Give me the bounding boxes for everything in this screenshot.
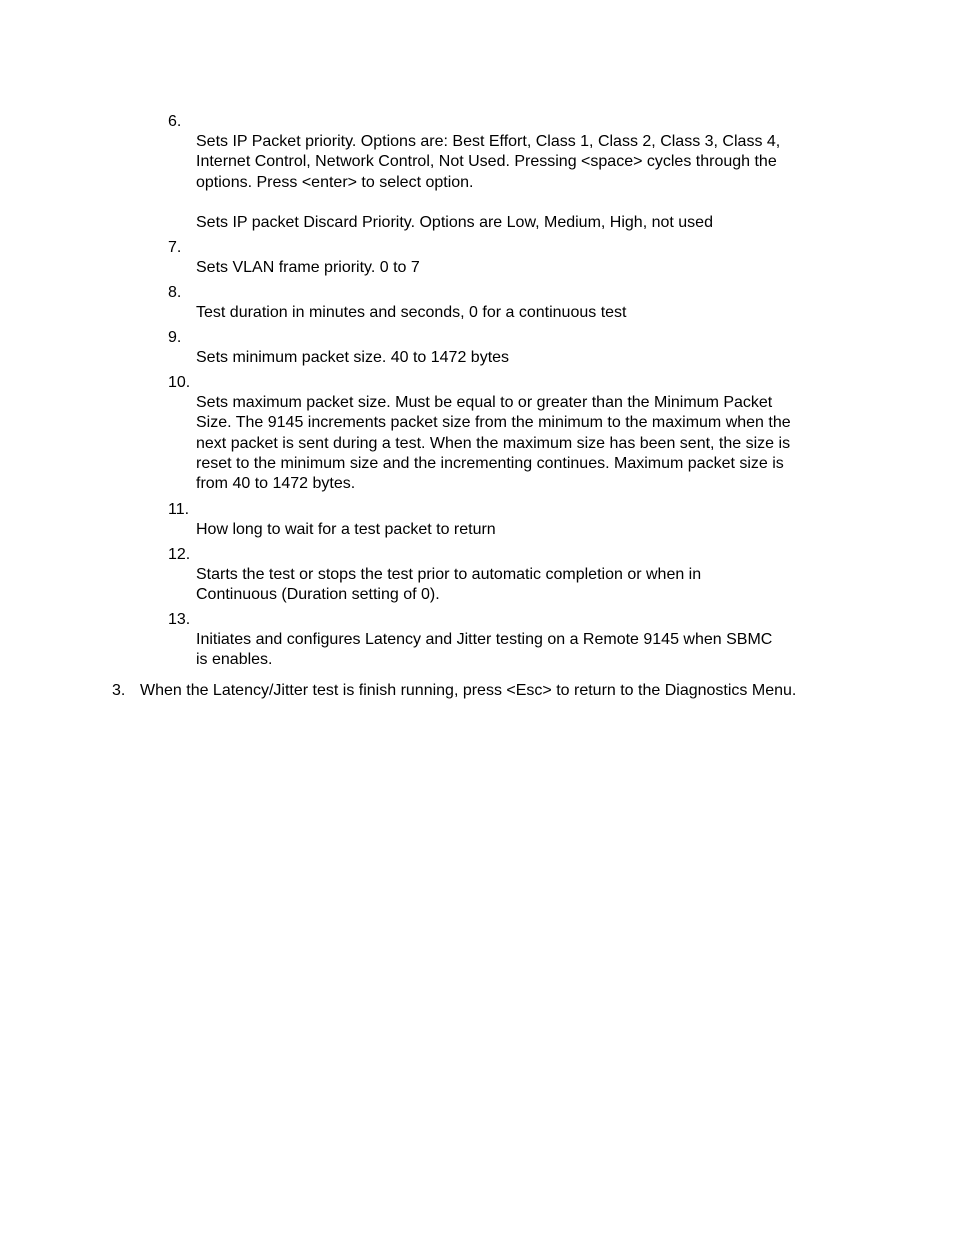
item-paragraph: Sets VLAN frame priority. 0 to 7 bbox=[196, 259, 420, 276]
list-item-11 bbox=[168, 500, 808, 540]
item-number: 9. bbox=[168, 329, 182, 346]
item-paragraph: Initiates and configures Latency and Jitter testing on a Remote 9145 when SBMC is enables. bbox=[196, 631, 773, 669]
list-item-12 bbox=[168, 545, 808, 606]
item-number: 11. bbox=[168, 501, 190, 518]
item-number: 7. bbox=[168, 239, 182, 256]
item-number: 13. bbox=[168, 611, 191, 628]
item-paragraph: How long to wait for a test packet to return bbox=[196, 521, 496, 538]
list-item-13 bbox=[168, 610, 808, 671]
item-description bbox=[196, 520, 811, 540]
list-item-9 bbox=[168, 328, 808, 368]
list-item-8 bbox=[168, 283, 808, 323]
item-description bbox=[196, 258, 811, 278]
step-3 bbox=[112, 681, 812, 701]
item-paragraph: Starts the test or stops the test prior to automatic completion or when in Continuous (Duration setting of 0). bbox=[196, 566, 702, 604]
item-paragraph: Sets IP packet Discard Priority. Options are Low, Medium, High, not used bbox=[196, 213, 713, 231]
item-description bbox=[196, 565, 811, 606]
item-description bbox=[196, 303, 811, 323]
item-paragraph: Test duration in minutes and seconds, 0 for a continuous test bbox=[196, 304, 627, 321]
step-text: When the Latency/Jitter test is finish running, press <Esc> to return to the Diagnostics Menu. bbox=[140, 682, 797, 699]
item-description bbox=[196, 393, 811, 494]
list-item-6 bbox=[168, 112, 808, 233]
item-description bbox=[196, 132, 811, 233]
item-description bbox=[196, 630, 811, 671]
item-paragraph: Sets maximum packet size. Must be equal to or greater than the Minimum Packet Size. The 9145 increments packet size from the minimum to the maximum when the next packet is sent during a test. When the maximum size has been sent, the size is reset to the minimum size and the incrementing continues. Maximum packet size is from 40 to 1472 bytes. bbox=[196, 394, 791, 493]
item-number: 6. bbox=[168, 113, 182, 130]
item-number: 8. bbox=[168, 284, 182, 301]
item-number: 12. bbox=[168, 546, 191, 563]
list-item-7 bbox=[168, 238, 808, 278]
list-item-10 bbox=[168, 373, 808, 494]
item-description bbox=[196, 348, 811, 368]
item-paragraph: Sets minimum packet size. 40 to 1472 bytes bbox=[196, 349, 510, 366]
item-number: 10. bbox=[168, 374, 191, 391]
step-number: 3. bbox=[112, 682, 126, 699]
item-paragraph: Sets IP Packet priority. Options are: Best Effort, Class 1, Class 2, Class 3, Class 4, Internet Control, Network Control, Not Used. Pressing <space> cycles through the options. Press <enter> to select option. bbox=[196, 133, 781, 191]
